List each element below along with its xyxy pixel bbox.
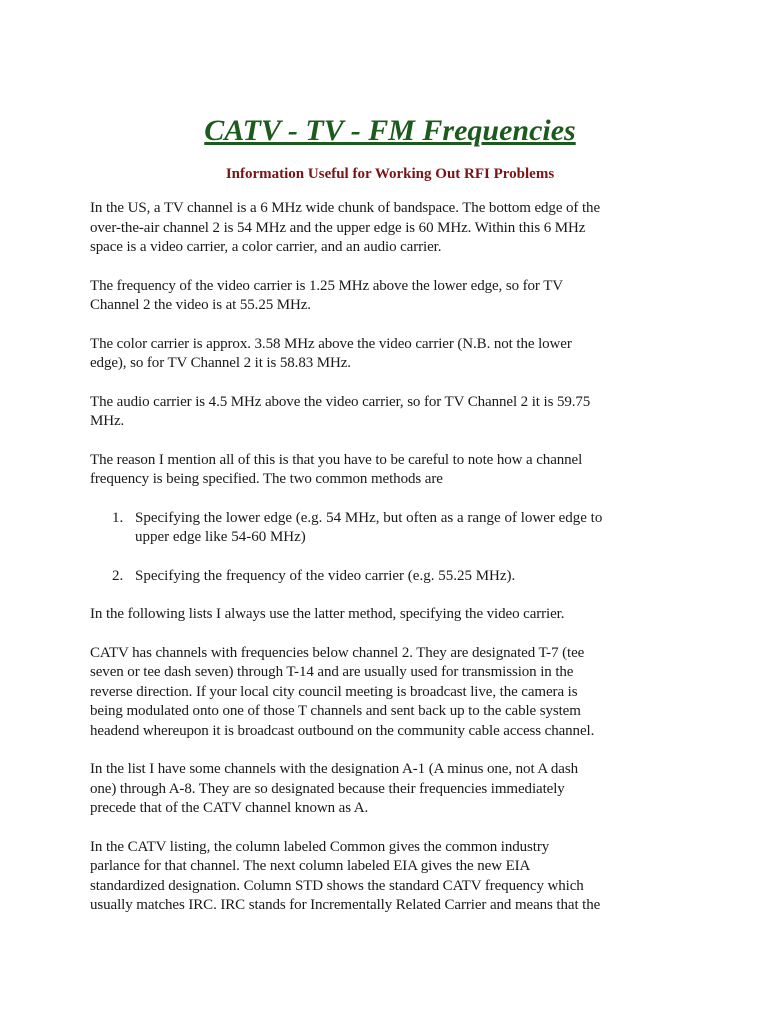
paragraph-line: In the US, a TV channel is a 6 MHz wide chunk of bandspace. The bottom edge of the [90, 200, 601, 216]
list-item-text: upper edge like 54-60 MHz) [135, 529, 306, 545]
list-item [90, 509, 690, 548]
paragraph-line: being modulated onto one of those T channels and sent back up to the cable system [90, 703, 581, 719]
body-paragraph [90, 199, 690, 258]
paragraph-line: The audio carrier is 4.5 MHz above the video carrier, so for TV Channel 2 it is 59.75 [90, 393, 591, 410]
document-page [90, 0, 690, 916]
paragraph-line: In the list I have some channels with the designation A-1 (A minus one, not A dash [90, 761, 578, 777]
body-paragraph [90, 451, 690, 490]
paragraph-line: reverse direction. If your local city council meeting is broadcast live, the camera is [90, 683, 578, 700]
paragraph-line: frequency is being specified. The two common methods are [90, 471, 443, 487]
body-paragraph [90, 644, 690, 742]
paragraph-line: over-the-air channel 2 is 54 MHz and the upper edge is 60 MHz. Within this 6 MHz [90, 219, 586, 236]
list-item-number: 1. [112, 509, 124, 526]
paragraph-line: one) through A-8. They are so designated because their frequencies immediately [90, 780, 565, 797]
list-item [90, 567, 690, 587]
paragraph-line: precede that of the CATV channel known as A. [90, 800, 369, 816]
body-paragraph [90, 605, 690, 625]
body-paragraph [90, 760, 690, 819]
body-paragraph [90, 277, 690, 316]
body-paragraph [90, 393, 690, 432]
list-item-text: Specifying the frequency of the video carrier (e.g. 55.25 MHz). [135, 567, 516, 584]
body-paragraph [90, 335, 690, 374]
paragraph-line: In the CATV listing, the column labeled Common gives the common industry [90, 838, 550, 855]
paragraph-line: standardized designation. Column STD shows the standard CATV frequency which [90, 877, 584, 894]
document-subtitle: Information Useful for Working Out RFI Problems [225, 166, 555, 182]
paragraph-line: Channel 2 the video is at 55.25 MHz. [90, 297, 311, 313]
paragraph-line: The color carrier is approx. 3.58 MHz above the video carrier (N.B. not the lower [90, 335, 572, 352]
paragraph-line: seven or tee dash seven) through T-14 and are usually used for transmission in the [90, 664, 574, 680]
paragraph-line: space is a video carrier, a color carrier, and an audio carrier. [90, 239, 442, 255]
document-title: CATV - TV - FM Frequencies [204, 114, 576, 147]
paragraph-line: MHz. [90, 413, 125, 429]
paragraph-line: The frequency of the video carrier is 1.25 MHz above the lower edge, so for TV [90, 277, 563, 294]
paragraph-line: parlance for that channel. The next column labeled EIA gives the new EIA [90, 858, 531, 874]
paragraph-line: CATV has channels with frequencies below channel 2. They are designated T-7 (tee [90, 644, 585, 661]
paragraph-line: In the following lists I always use the latter method, specifying the video carrier. [90, 606, 565, 622]
paragraph-line: edge), so for TV Channel 2 it is 58.83 MHz. [90, 355, 351, 371]
body-paragraph [90, 838, 690, 916]
paragraph-line: The reason I mention all of this is that you have to be careful to note how a channel [90, 451, 583, 468]
paragraph-line: usually matches IRC. IRC stands for Incrementally Related Carrier and means that the [90, 897, 601, 913]
list-item-number: 2. [112, 567, 124, 584]
list-item-text: Specifying the lower edge (e.g. 54 MHz, but often as a range of lower edge to [135, 509, 603, 526]
document-body [90, 199, 690, 916]
numbered-list [90, 509, 690, 587]
paragraph-line: headend whereupon it is broadcast outbound on the community cable access channel. [90, 722, 595, 739]
